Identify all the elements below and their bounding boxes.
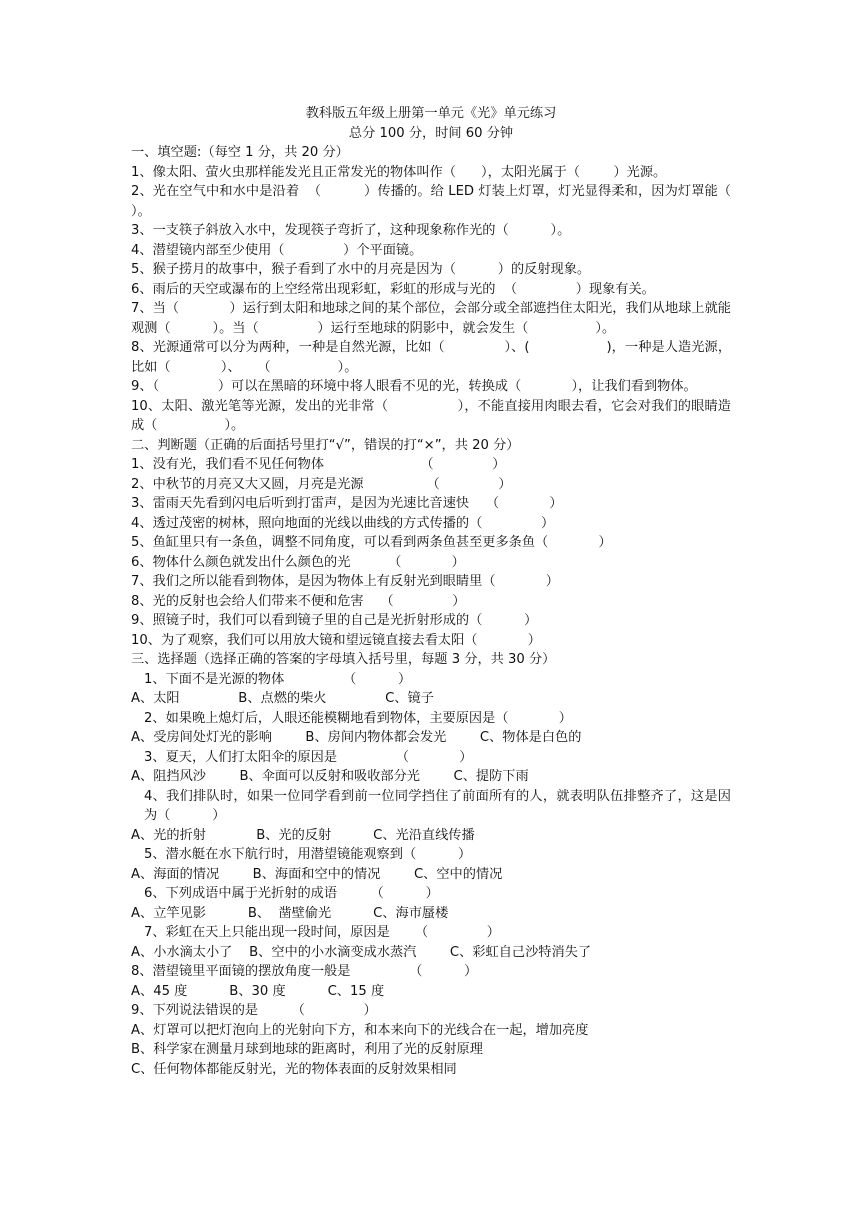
choice-option: A、灯罩可以把灯泡向上的光射向下方，和本来向下的光线合在一起，增加亮度 [131,1022,589,1038]
fill-blank-item: 10、太阳、激光笔等光源，发出的光非常（ ），不能直接用肉眼去看，它会对我们的眼睛造成（ ）。 [131,398,731,433]
true-false-item: 3、雷雨天先看到闪电后听到打雷声，是因为光速比音速快 （ ） [131,496,563,511]
true-false-item: 4、透过茂密的树林，照向地面的光线以曲线的方式传播的（ ） [131,515,555,531]
true-false-item: 9、照镜子时，我们可以看到镜子里的自己是光折射形成的（ ） [131,613,538,628]
document-title: 教科版五年级上册第一单元《光》单元练习 [305,106,557,121]
choice-options: A、太阳 B、点燃的柴火 C、镜子 [131,691,434,706]
section-heading-multiple-choice: 三、选择题（选择正确的答案的字母填入括号里，每题 3 分，共 30 分） [131,652,556,667]
true-false-item: 6、物体什么颜色就发出什么颜色的光 （ ） [131,554,465,570]
choice-question: 3、夏天，人们打太阳伞的原因是 （ ） [144,749,473,765]
fill-blank-item: 5、猴子捞月的故事中，猴子看到了水中的月亮是因为（ ）的反射现象。 [131,262,591,277]
fill-blank-item: 7、当（ ）运行到太阳和地球之间的某个部位，会部分或全部遮挡住太阳光，我们从地球上就能观测（ ）。当（ ）运行至地球的阴影中，就会发生（ ）。 [131,301,731,336]
fill-blank-item: 9、（ ）可以在黑暗的环境中将人眼看不见的光，转换成（ ），让我们看到物体。 [131,379,697,394]
document-content [131,104,815,1079]
choice-option: B、科学家在测量月球到地球的距离时，利用了光的反射原理 [131,1042,483,1057]
true-false-item: 5、鱼缸里只有一条鱼，调整不同角度，可以看到两条鱼甚至更多条鱼（ ） [131,535,612,550]
fill-blank-item: 4、潜望镜内部至少使用（ ）个平面镜。 [131,242,423,258]
choice-option: C、任何物体都能反射光，光的物体表面的反射效果相同 [131,1061,457,1077]
choice-options: A、45 度 B、30 度 C、15 度 [131,983,385,999]
choice-question: 5、潜水艇在水下航行时，用潜望镜能观察到（ ） [144,847,472,862]
choice-options: A、阻挡风沙 B、伞面可以反射和吸收部分光 C、提防下雨 [131,769,529,784]
choice-options: A、小水滴太小了 B、空中的小水滴变成水蒸汽 C、彩虹自己沙特消失了 [131,944,592,960]
choice-question: 1、下面不是光源的物体 （ ） [144,671,412,687]
true-false-item: 2、中秋节的月亮又大又圆，月亮是光源 （ ） [131,476,512,492]
fill-blank-item: 8、光源通常可以分为两种，一种是自然光源，比如（ ）、( )，一种是人造光源，比如（ ）、 （ ）。 [131,340,731,375]
fill-blank-item: 3、一支筷子斜放入水中，发现筷子弯折了，这种现象称作光的（ ）。 [131,223,571,238]
section-heading-fill-blank: 一、填空题:（每空 1 分，共 20 分） [131,145,349,160]
fill-blank-item: 6、雨后的天空或瀑布的上空经常出现彩虹，彩虹的形成与光的 （ ）现象有关。 [131,281,655,297]
true-false-item: 7、我们之所以能看到物体，是因为物体上有反射光到眼睛里（ ） [131,574,559,589]
choice-options: A、海面的情况 B、海面和空中的情况 C、空中的情况 [131,866,503,882]
fill-blank-item: 2、光在空气中和水中是沿着 （ ）传播的。给 LED 灯装上灯罩，灯光显得柔和，因为灯罩能（ ）。 [131,184,815,219]
document-subtitle: 总分 100 分，时间 60 分钟 [348,125,514,141]
true-false-item: 1、没有光，我们看不见任何物体 （ ） [131,457,506,472]
choice-options: A、立竿见影 B、 凿壁偷光 C、海市蜃楼 [131,905,449,921]
section-heading-true-false: 二、判断题（正确的后面括号里打“√”，错误的打“×”，共 20 分） [131,437,520,453]
fill-blank-item: 1、像太阳、萤火虫那样能发光且正常发光的物体叫作（ ），太阳光属于（ ）光源。 [131,164,667,180]
choice-question: 8、潜望镜里平面镜的摆放角度一般是 （ ） [131,964,478,979]
choice-question: 4、我们排队时，如果一位同学看到前一位同学挡住了前面所有的人，就表明队伍排整齐了，这是因为（ ） [144,788,731,823]
choice-options: A、光的折射 B、光的反射 C、光沿直线传播 [131,827,475,843]
true-false-item: 10、为了观察，我们可以用放大镜和望远镜直接去看太阳（ ） [131,632,541,648]
choice-question: 7、彩虹在天上只能出现一段时间，原因是 （ ） [144,925,500,940]
choice-question: 9、下列说法错误的是 （ ） [131,1003,377,1018]
true-false-item: 8、光的反射也会给人们带来不便和危害 （ ） [131,593,466,609]
choice-question: 2、如果晚上熄灯后，人眼还能模糊地看到物体，主要原因是（ ） [144,710,572,726]
choice-question: 6、下列成语中属于光折射的成语 （ ） [144,886,439,901]
choice-options: A、受房间处灯光的影响 B、房间内物体都会发光 C、物体是白色的 [131,730,582,745]
